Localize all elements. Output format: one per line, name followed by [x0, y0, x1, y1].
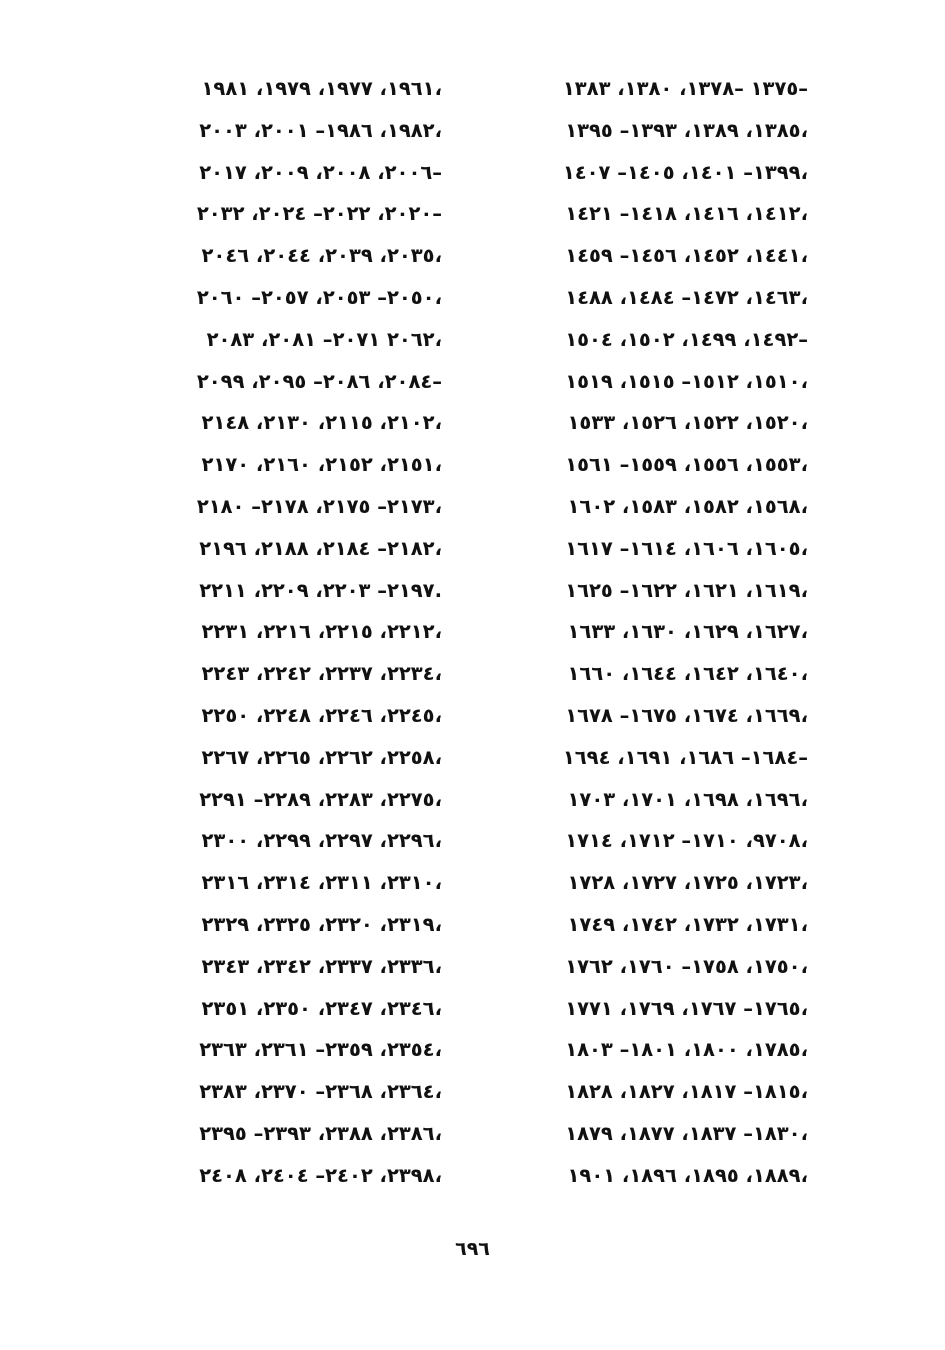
- index-line: ٢٢٤٥، ٢٢٤٦، ٢٢٤٨، ٢٢٥٠،: [201, 703, 442, 727]
- index-line: ١٧٦٥– ١٧٦٧، ١٧٦٩، ١٧٧١،: [565, 996, 808, 1020]
- index-line: ٢١٨٢– ٢١٨٤، ٢١٨٨، ٢١٩٦،: [199, 536, 442, 560]
- index-line: ١٣٧٥ –١٣٧٨، ١٣٨٠، ١٣٨٣–: [562, 77, 808, 100]
- index-line: ١٣٨٥، ١٣٨٩، ١٣٩٣– ١٣٩٥،: [565, 118, 808, 142]
- index-line: ٢١٥١، ٢١٥٢، ٢١٦٠، ٢١٧٠،: [201, 453, 442, 477]
- index-line: ١٩٨٢، ١٩٨٦– ٢٠٠١، ٢٠٠٣،: [199, 118, 442, 142]
- index-line: ٢٣٦٤، ٢٣٦٨– ٢٣٧٠، ٢٣٨٣،: [199, 1080, 442, 1104]
- index-line: ١٨٣٠– ١٨٣٧، ١٨٧٧، ١٨٧٩،: [565, 1121, 808, 1145]
- index-line: ١٦٦٩، ١٦٧٤، ١٦٧٥– ١٦٧٨،: [565, 703, 808, 727]
- index-line: ١٩٦١، ١٩٧٧، ١٩٧٩، ١٩٨١،: [201, 77, 442, 100]
- index-line: ١٧٢٣، ١٧٢٥، ١٧٢٧، ١٧٢٨،: [567, 871, 808, 895]
- index-line: ١٥٢٠، ١٥٢٢، ١٥٢٦، ١٥٣٣،: [567, 411, 808, 435]
- index-line: ١٦٤٠، ١٦٤٢، ١٦٤٤، ١٦٦٠،: [567, 662, 808, 686]
- index-line: ٢٠٦٢ ٢٠٧١– ٢٠٨١، ٢٠٨٣،: [206, 327, 442, 351]
- index-line: ٢١٧٣– ٢١٧٥، ٢١٧٨– ٢١٨٠،: [196, 494, 442, 518]
- index-line: ٢٣١٩، ٢٣٢٠، ٢٣٢٥، ٢٣٢٩،: [201, 912, 442, 936]
- index-line: ٢٠٨٤، ٢٠٨٦– ٢٠٩٥، ٢٠٩٩–: [196, 369, 442, 393]
- index-column-right: [488, 68, 808, 1197]
- index-line: ٢٣٥٤، ٢٣٥٩– ٢٣٦١، ٢٣٦٣،: [199, 1038, 442, 1062]
- index-line: ٢٢٧٥، ٢٢٨٣، ٢٢٨٩– ٢٢٩١،: [199, 787, 442, 811]
- index-line: ٢٣٨٦، ٢٣٨٨، ٢٣٩٣– ٢٣٩٥،: [199, 1121, 442, 1145]
- index-line: ٢١٩٧– ٢٢٠٣، ٢٢٠٩، ٢٢١١.: [199, 578, 442, 602]
- index-line: ٢٣٩٨، ٢٤٠٢– ٢٤٠٤، ٢٤٠٨،: [199, 1163, 442, 1187]
- index-line: ٢٠٣٥، ٢٠٣٩، ٢٠٤٤، ٢٠٤٦،: [201, 244, 442, 268]
- index-line: ١٦٢٧، ١٦٢٩، ١٦٣٠، ١٦٣٣،: [567, 620, 808, 644]
- index-line: ٢٢٣٤، ٢٢٣٧، ٢٢٤٢، ٢٢٤٣،: [201, 662, 442, 686]
- index-line: ٢٢٥٨، ٢٢٦٢، ٢٢٦٥، ٢٢٦٧،: [201, 745, 442, 769]
- index-line: ٢٠٥٠– ٢٠٥٣، ٢٠٥٧– ٢٠٦٠،: [196, 285, 442, 309]
- index-line: ١٨١٥– ١٨١٧، ١٨٢٧، ١٨٢٨،: [565, 1080, 808, 1104]
- index-line: ١٧٥٠، ١٧٥٨– ١٧٦٠، ١٧٦٢،: [565, 954, 808, 978]
- index-line: ١٥٦٨، ١٥٨٢، ١٥٨٣، ١٦٠٢،: [567, 494, 808, 518]
- index-line: ٢١٠٢، ٢١١٥، ٢١٣٠، ٢١٤٨،: [201, 411, 442, 435]
- index-line: ١٧٣١، ١٧٣٢، ١٧٤٢، ١٧٤٩،: [567, 912, 808, 936]
- index-line: ١٤٩٢، ١٤٩٩، ١٥٠٢، ١٥٠٤–: [565, 327, 808, 351]
- index-line: ١٤١٢، ١٤١٦، ١٤١٨– ١٤٢١،: [565, 202, 808, 226]
- index-line: ١٥٥٣، ١٥٥٦، ١٥٥٩– ١٥٦١،: [565, 453, 808, 477]
- index-line: ١٧٨٥، ١٨٠٠، ١٨٠١– ١٨٠٣،: [565, 1038, 808, 1062]
- index-line: ١٥١٠، ١٥١٢– ١٥١٥، ١٥١٩،: [565, 369, 808, 393]
- index-line: ٢٣١٠، ٢٣١١، ٢٣١٤، ٢٣١٦،: [201, 871, 442, 895]
- index-line: ٢٢٩٦، ٢٢٩٧، ٢٢٩٩، ٢٣٠٠،: [201, 829, 442, 853]
- index-line: ١٤٦٣، ١٤٧٢– ١٤٨٤، ١٤٨٨،: [565, 285, 808, 309]
- index-line: ١٣٩٩– ١٤٠١، ١٤٠٥– ١٤٠٧،: [562, 160, 808, 184]
- index-column-left: [122, 68, 442, 1197]
- index-line: ١٦٩٦، ١٦٩٨، ١٧٠١، ١٧٠٣،: [567, 787, 808, 811]
- index-line: ٢٠٠٦، ٢٠٠٨، ٢٠٠٩، ٢٠١٧–: [199, 160, 442, 184]
- index-line: ١٦٠٥، ١٦٠٦، ١٦١٤– ١٦١٧،: [565, 536, 808, 560]
- index-line: ١٦٨٤– ١٦٨٦، ١٦٩١، ١٦٩٤–: [562, 745, 808, 769]
- index-line: ٢٣٣٦، ٢٣٣٧، ٢٣٤٢، ٢٣٤٣،: [201, 954, 442, 978]
- index-line: ١٨٨٩، ١٨٩٥، ١٨٩٦، ١٩٠١،: [567, 1163, 808, 1187]
- index-line: ٩٧٠٨، ١٧١٠– ١٧١٢، ١٧١٤،: [565, 829, 808, 853]
- index-line: ١٤٤١، ١٤٥٢، ١٤٥٦– ١٤٥٩،: [565, 244, 808, 268]
- index-line: ١٦١٩، ١٦٢١، ١٦٢٢– ١٦٢٥،: [565, 578, 808, 602]
- index-line: ٢٠٢٠، ٢٠٢٢– ٢٠٢٤، ٢٠٣٢–: [196, 202, 442, 226]
- index-line: ٢٣٤٦، ٢٣٤٧، ٢٣٥٠، ٢٣٥١،: [201, 996, 442, 1020]
- index-line: ٢٢١٢، ٢٢١٥، ٢٢١٦، ٢٢٣١،: [201, 620, 442, 644]
- page-number: ٦٩٦: [455, 1238, 490, 1260]
